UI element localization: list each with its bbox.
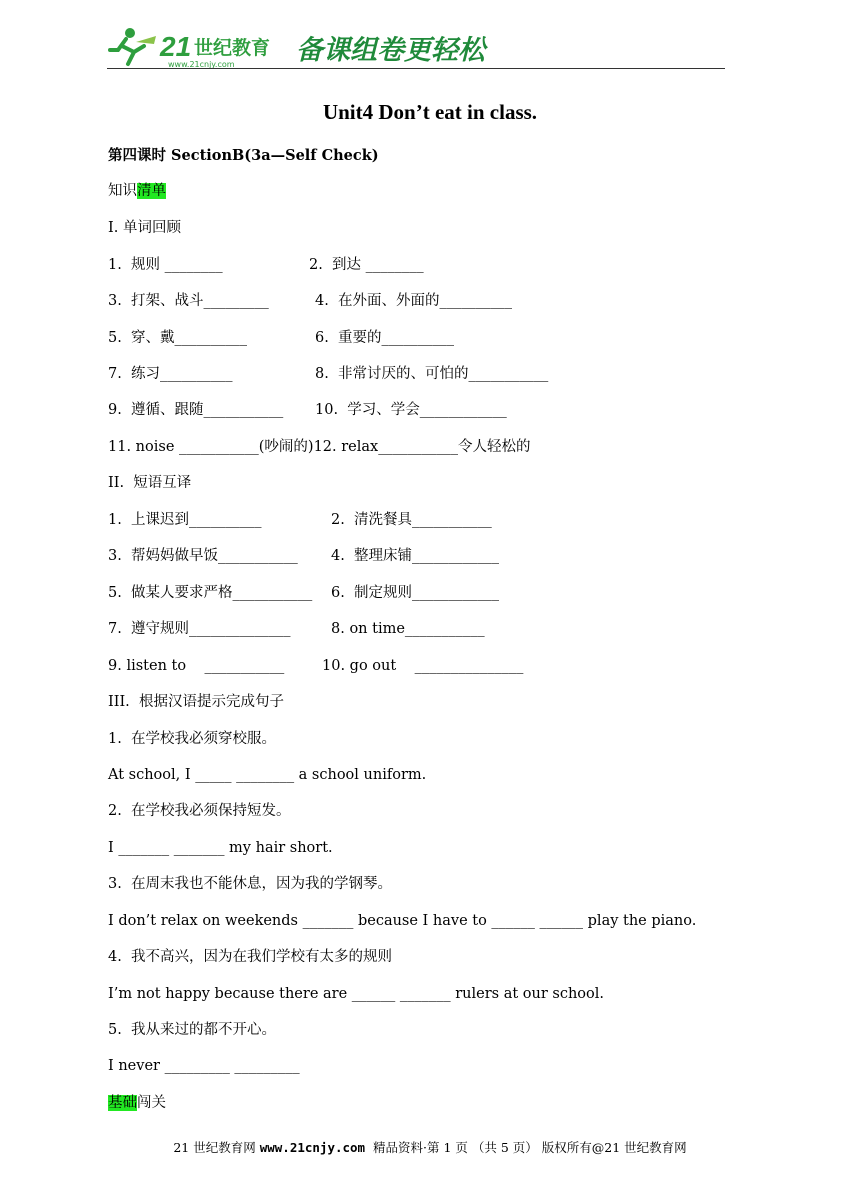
logo-number: 21 <box>160 31 192 62</box>
part1-row-2-b: 4. 在外面、外面的__________ <box>315 293 513 309</box>
header-rule <box>107 68 725 69</box>
section-knowledge-highlight: 清单 <box>137 183 166 199</box>
runner-icon <box>110 28 156 64</box>
part3-heading: III. 根据汉语提示完成句子 <box>108 694 285 710</box>
footer-site-link[interactable]: www.21cnjy.com <box>259 1140 366 1155</box>
part1-row-4-a: 7. 练习__________ <box>108 366 233 382</box>
part1-row-5-a: 9. 遵循、跟随___________ <box>108 402 284 418</box>
part2-row-3-b: 6. 制定规则____________ <box>331 585 500 601</box>
page-footer <box>0 1138 860 1156</box>
part2-row-1-a: 1. 上课迟到__________ <box>108 512 262 528</box>
part2-row-3-a: 5. 做某人要求严格___________ <box>108 585 313 601</box>
section-basic <box>108 1093 166 1113</box>
logo-text: 世纪教育 <box>194 37 271 59</box>
lesson-heading: 第四课时 SectionB(3a—Self Check) <box>108 147 379 164</box>
part3-item: At school, I _____ ________ a school uniform. <box>108 767 427 783</box>
part3-item: I’m not happy because there are ______ _______ rulers at our school. <box>108 986 605 1002</box>
section-knowledge-prefix: 知识 <box>108 183 137 199</box>
slogan: 备课组卷更轻松 <box>296 35 485 66</box>
part3-item: 2. 在学校我必须保持短发。 <box>108 803 291 819</box>
part3-item: 5. 我从来过的都不开心。 <box>108 1022 277 1038</box>
part3-item: I never _________ _________ <box>108 1058 300 1074</box>
part1-row-1-b: 2. 到达 ________ <box>309 257 424 273</box>
part1-row-3-a: 5. 穿、戴__________ <box>108 330 248 346</box>
part2-row-4-a: 7. 遵守规则______________ <box>108 621 291 637</box>
header-logo <box>108 26 528 70</box>
part2-row-5-a: 9. listen to ___________ <box>108 658 285 674</box>
section-knowledge <box>108 181 166 201</box>
part2-row-5-b: 10. go out _______________ <box>322 658 524 674</box>
part1-row-5-b: 10. 学习、学会____________ <box>315 402 507 418</box>
part1-row-2-a: 3. 打架、战斗_________ <box>108 293 269 309</box>
part1-row-4-b: 8. 非常讨厌的、可怕的___________ <box>315 366 549 382</box>
part3-item: 1. 在学校我必须穿校服。 <box>108 731 277 747</box>
part1-row-6: 11. noise ___________(吵闹的)12. relax___________令人轻松的 <box>108 439 531 455</box>
part3-item: 4. 我不高兴，因为在我们学校有太多的规则 <box>108 949 393 965</box>
section-basic-highlight: 基础 <box>108 1095 137 1111</box>
part1-row-1-a: 1. 规则 ________ <box>108 257 223 273</box>
logo-url: www.21cnjy.com <box>168 60 235 69</box>
footer-prefix: 21 世纪教育网 <box>173 1140 260 1155</box>
part3-item: I don’t relax on weekends _______ because I have to ______ ______ play the piano. <box>108 913 697 929</box>
page-title: Unit4 Don’t eat in class. <box>322 100 538 124</box>
section-basic-suffix: 闯关 <box>137 1095 166 1111</box>
part2-row-4-b: 8. on time___________ <box>331 621 485 637</box>
part1-row-3-b: 6. 重要的__________ <box>315 330 455 346</box>
footer-suffix: 精品资料·第 1 页 （共 5 页） 版权所有@21 世纪教育网 <box>365 1140 687 1155</box>
part2-heading: II. 短语互译 <box>108 475 192 491</box>
part3-item: I _______ _______ my hair short. <box>108 840 333 856</box>
part2-row-2-a: 3. 帮妈妈做早饭___________ <box>108 548 298 564</box>
part1-heading: Ⅰ. 单词回顾 <box>108 220 181 236</box>
part3-item: 3. 在周末我也不能休息，因为我的学钢琴。 <box>108 876 393 892</box>
part2-row-1-b: 2. 清洗餐具___________ <box>331 512 492 528</box>
part2-row-2-b: 4. 整理床铺____________ <box>331 548 500 564</box>
